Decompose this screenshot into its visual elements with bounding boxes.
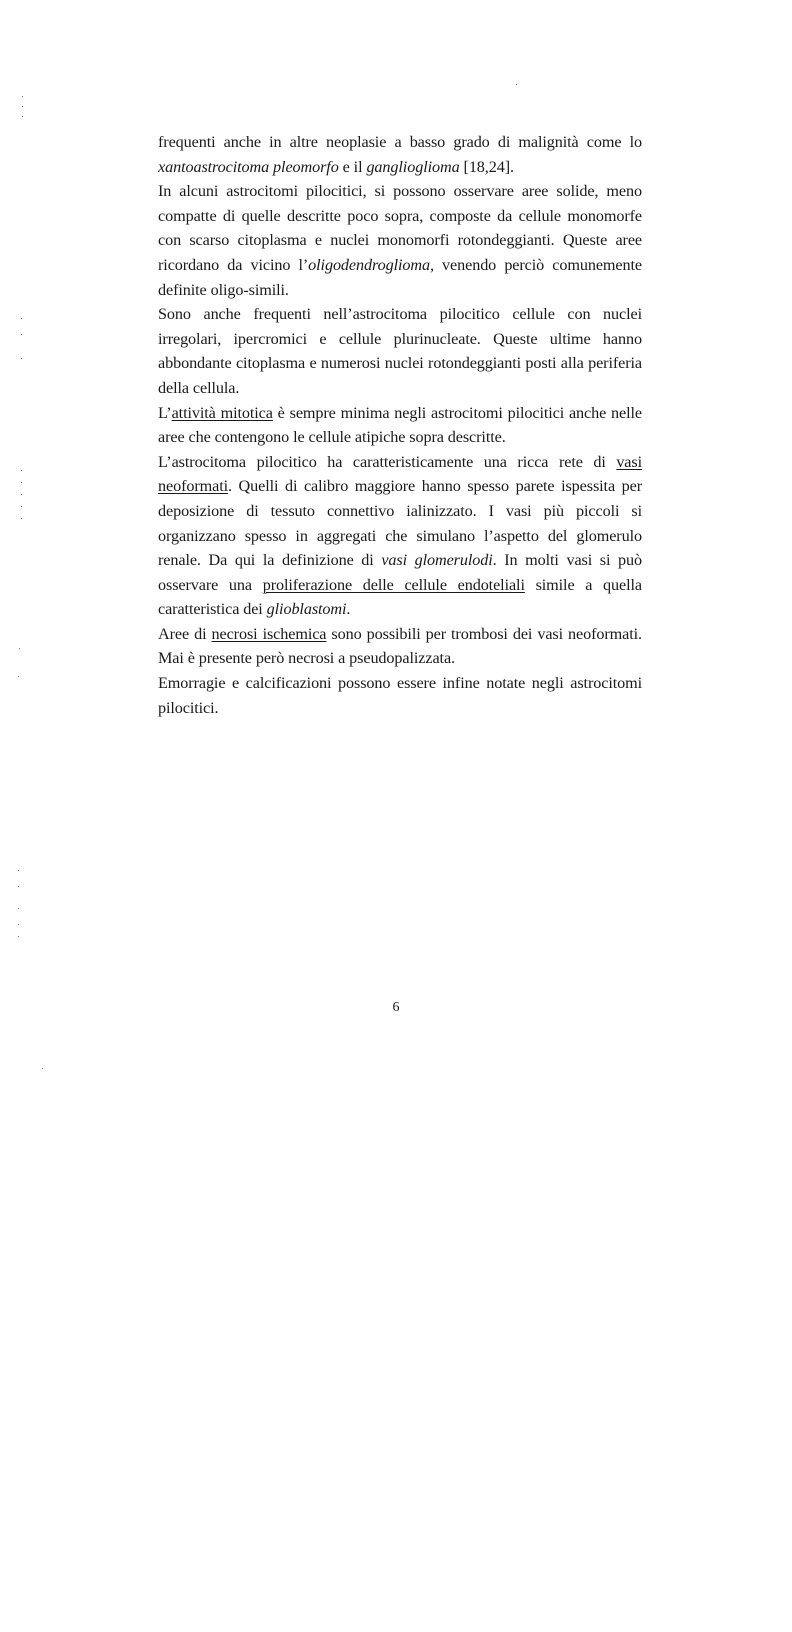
paragraph [158, 179, 642, 302]
paragraph [158, 671, 642, 720]
underlined-term: attività mitotica [171, 403, 273, 422]
underlined-term: proliferazione delle cellule endoteliali [262, 575, 525, 594]
text-run: simile a quella caratteristica dei [158, 575, 642, 619]
text-run: In alcuni astrocitomi pilocitici, si possono osservare aree solide, meno compatte di quelle descritte poco sopra, composte da cellule monomorfe con scarso citoplasma e nuclei monomorfi rotondeggianti. Queste aree ricordano da vicino l’ [158, 182, 642, 274]
text-run: L’astrocitoma pilocitico ha caratteristicamente una ricca rete di [158, 452, 617, 471]
italic-term: vasi glomerulodi [381, 551, 493, 570]
text-run: Aree di [158, 624, 212, 643]
underlined-term: vasi neoformati [158, 452, 642, 496]
text-run: [18,24]. [459, 157, 514, 176]
text-run: e il [338, 157, 367, 176]
page-number: 6 [392, 1000, 400, 1015]
text-run: venendo perciò comunemente definite oligo-simili. [158, 255, 642, 299]
paragraph [158, 622, 642, 671]
paragraph [158, 450, 642, 622]
text-run: è sempre minima negli astrocitomi pilocitici anche nelle aree che contengono le cellule atipiche sopra descritte. [158, 403, 643, 447]
text-run: frequenti anche in altre neoplasie a basso grado di malignità come lo [158, 133, 642, 151]
text-run: . Quelli di calibro maggiore hanno spesso parete ispessita per deposizione di tessuto connettivo ialinizzato. I vasi più piccoli si organizzano spesso in aggregati che simulano l’aspetto del glomerulo renale. Da qui la definizione di [158, 477, 642, 570]
text-run: L’ [158, 403, 172, 422]
text-run: Sono anche frequenti nell’astrocitoma pilocitico cellule con nuclei irregolari, ipercromici e cellule plurinucleate. Queste ultime hanno abbondante citoplasma e numerosi nuclei rotondeggianti posti alla periferia della cellula. [158, 305, 642, 397]
underlined-term: necrosi ischemica [211, 624, 327, 643]
italic-term: oligodendroglioma, [308, 255, 434, 274]
text-run: . In molti vasi si può osservare una [158, 551, 642, 594]
paragraph [158, 401, 642, 450]
italic-term: glioblastomi [266, 600, 347, 619]
body-text [158, 130, 642, 720]
paragraph [158, 130, 642, 179]
italic-term: xantoastrocitoma pleomorfo [158, 157, 339, 176]
text-run: . [346, 600, 351, 619]
italic-term: ganglioglioma [366, 157, 460, 176]
text-run: Emorragie e calcificazioni possono essere infine notate negli astrocitomi pilocitici. [158, 674, 642, 717]
text-run: sono possibili per trombosi dei vasi neoformati. Mai è presente però necrosi a pseudopalizzata. [158, 624, 642, 668]
paragraph [158, 302, 642, 400]
